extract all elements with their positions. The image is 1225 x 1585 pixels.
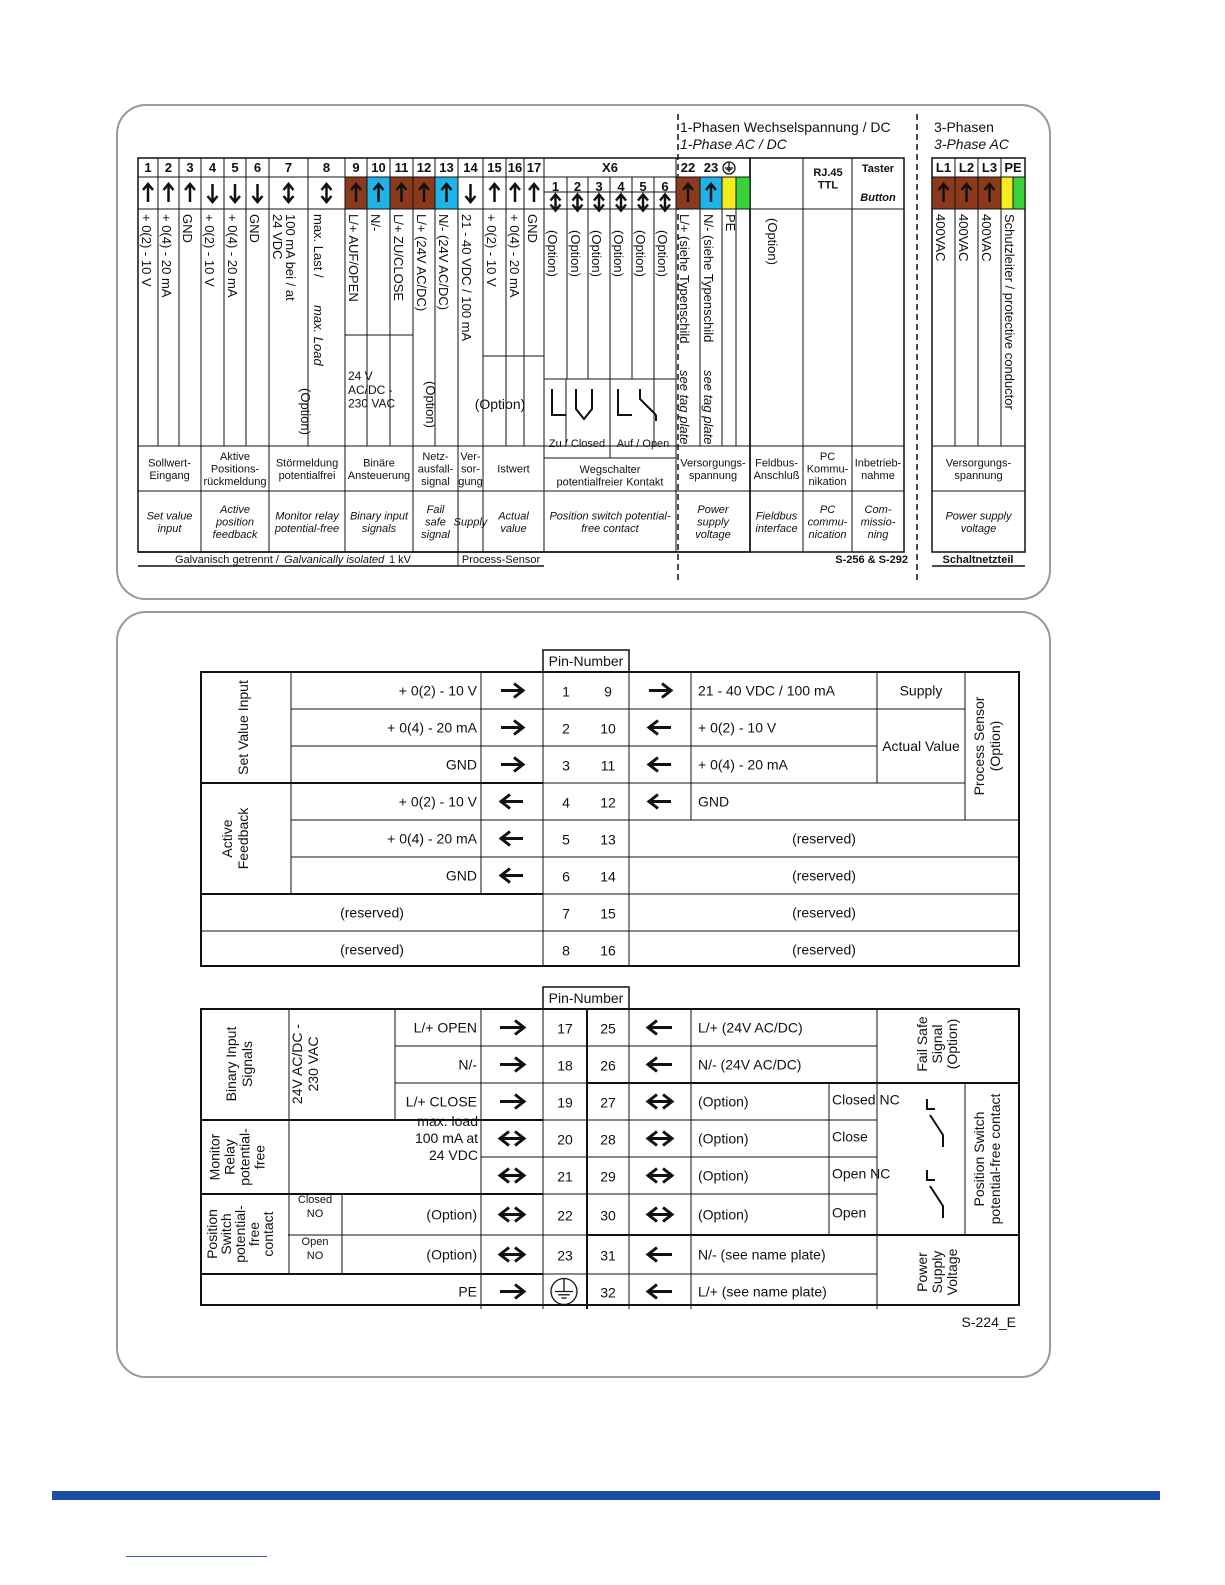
arrow-left-icon bbox=[501, 795, 523, 809]
x6-number: 1 bbox=[551, 179, 560, 194]
pin-number: 28 bbox=[600, 1131, 616, 1148]
arrow-right-icon bbox=[500, 1021, 524, 1035]
pin-number: 1 bbox=[562, 683, 570, 700]
left-signal-label: L/+ CLOSE bbox=[405, 1093, 477, 1110]
arrow-down-icon bbox=[253, 184, 263, 202]
vtext-pin10: N/- bbox=[368, 214, 383, 232]
desc-de-label: Sollwert-Eingang bbox=[148, 457, 191, 482]
diagram-code-bottom: S-224_E bbox=[961, 1314, 1016, 1330]
pin-number: 23 bbox=[557, 1247, 573, 1264]
right-reserved-label: (reserved) bbox=[792, 941, 856, 958]
pin-number: 17 bbox=[557, 1020, 573, 1037]
pin-number: 11 bbox=[600, 757, 616, 774]
vtext-pin12-13-option: (Option) bbox=[423, 381, 438, 428]
rj45-label: RJ.45 TTL bbox=[813, 167, 843, 192]
pin-number: 31 bbox=[600, 1247, 616, 1264]
right-reserved-label: (reserved) bbox=[792, 830, 856, 847]
pin-number: 2 bbox=[562, 720, 570, 737]
fail-safe-label: Fail SafeSignal(Option) bbox=[914, 1016, 960, 1072]
process-option-text: (Option) bbox=[474, 396, 526, 412]
left-reserved-label: (reserved) bbox=[340, 941, 404, 958]
right-signal-label: + 0(2) - 10 V bbox=[698, 719, 777, 736]
desc-de-label: Aktive Positions-rückmeldung bbox=[203, 451, 267, 488]
arrow-updown-icon bbox=[616, 195, 626, 211]
left-signal-label: N/- bbox=[458, 1056, 477, 1073]
terminal-number: 4 bbox=[208, 160, 217, 175]
pin-number: 5 bbox=[562, 831, 570, 848]
arrow-right-icon bbox=[501, 758, 523, 772]
open-no-label: Open NO bbox=[301, 1236, 329, 1262]
terminal-number: 14 bbox=[463, 160, 478, 175]
contact-auf-label: Auf / Open bbox=[616, 438, 670, 450]
supply-label: Supply bbox=[899, 682, 943, 699]
arrow-left-icon bbox=[501, 832, 523, 846]
arrow-updown-icon bbox=[660, 195, 670, 211]
arrow-up-icon bbox=[510, 184, 520, 202]
pin-number: 21 bbox=[557, 1168, 573, 1185]
vtext-pin3: GND bbox=[180, 214, 195, 243]
pin-number: 26 bbox=[600, 1057, 616, 1074]
desc-en-label: Monitor relay potential-free bbox=[274, 510, 340, 535]
vtext-pe: PE bbox=[723, 214, 738, 232]
zone-1phase-de: 1-Phasen Wechselspannung / DC bbox=[680, 119, 891, 135]
left-signal-label: + 0(2) - 10 V bbox=[398, 682, 477, 699]
terminal-number: 1 bbox=[144, 160, 152, 175]
pin-number: 14 bbox=[600, 868, 616, 885]
arrow-left-icon bbox=[648, 1285, 672, 1299]
group-position-switch: PositionSwitchpotential-freecontact bbox=[204, 1205, 276, 1263]
top-terminal-panel bbox=[116, 104, 1051, 600]
arrow-down-icon bbox=[208, 184, 218, 202]
desc-de-label: Netz-ausfall-signal bbox=[417, 451, 454, 488]
desc-de-label: Binäre Ansteuerung bbox=[347, 457, 411, 482]
arrow-both-icon bbox=[648, 1132, 672, 1146]
contact-stroke bbox=[930, 1115, 943, 1147]
left-reserved-label: (reserved) bbox=[340, 904, 404, 921]
vtext-pin2: + 0(4) - 20 mA bbox=[159, 214, 174, 298]
left-signal-label: + 0(2) - 10 V bbox=[398, 793, 477, 810]
right-signal-label: L/+ (see name plate) bbox=[698, 1283, 827, 1300]
arrow-right-icon bbox=[500, 1285, 524, 1299]
vtext-pin8b: max. Load bbox=[311, 305, 326, 366]
footer-process-sensor: Process-Sensor bbox=[461, 554, 541, 566]
pe-earth-icon bbox=[723, 162, 735, 174]
left-signal-label: (Option) bbox=[426, 1246, 477, 1263]
x6-number: 3 bbox=[595, 179, 603, 194]
arrow-up-icon bbox=[529, 184, 539, 202]
arrow-updown-icon bbox=[284, 184, 294, 202]
top-terminal-diagram bbox=[118, 106, 1049, 598]
left-signal-label: + 0(4) - 20 mA bbox=[387, 830, 477, 847]
contact-stroke bbox=[930, 1186, 943, 1218]
pin-number: 29 bbox=[600, 1168, 616, 1185]
contact-stroke bbox=[552, 389, 566, 415]
arrow-both-icon bbox=[500, 1132, 524, 1146]
terminal-number: 5 bbox=[231, 160, 239, 175]
contact-tag-label: Open NC bbox=[832, 1165, 891, 1182]
footer-psu: Schaltnetzteil bbox=[942, 554, 1014, 566]
desc-de-label: Ver-sor-gung bbox=[458, 451, 483, 488]
terminal-number: 15 bbox=[487, 160, 502, 175]
pin-number: 6 bbox=[562, 868, 570, 885]
vtext-pin13: N/- (24V AC/DC) bbox=[436, 214, 451, 311]
pin-number: 12 bbox=[600, 794, 616, 811]
footer-galv-de: Galvanisch getrennt / bbox=[175, 554, 279, 566]
arrow-left-icon bbox=[649, 758, 671, 772]
vtext-400vac: 400VAC bbox=[933, 214, 948, 262]
footer-blue-bar bbox=[52, 1491, 1160, 1500]
binary-voltage-label: 24V AC/DC -230 VAC bbox=[289, 1023, 321, 1105]
table1-frame bbox=[201, 672, 1019, 966]
desc-de-label: Störmeldung potentialfrei bbox=[275, 457, 339, 482]
arrow-up-icon bbox=[490, 184, 500, 202]
footer-galv-kv: 1 kV bbox=[389, 554, 412, 566]
x6-number: 5 bbox=[639, 179, 647, 194]
vtext-pin5: + 0(4) - 20 mA bbox=[225, 214, 240, 298]
arrow-left-icon bbox=[648, 1021, 672, 1035]
right-signal-label: + 0(4) - 20 mA bbox=[698, 756, 788, 773]
nc-contact-icon-2 bbox=[927, 1170, 943, 1218]
closed-no-label: Closed NO bbox=[297, 1194, 333, 1220]
arrow-left-icon bbox=[501, 869, 523, 883]
arrow-both-icon bbox=[648, 1169, 672, 1183]
pin-number: 10 bbox=[600, 720, 616, 737]
vtext-pin14: 21 - 40 VDC / 100 mA bbox=[459, 214, 474, 342]
left-signal-label: GND bbox=[445, 756, 477, 773]
desc-en-label: Power supply voltage bbox=[695, 504, 731, 541]
group-binary-input: Binary InputSignals bbox=[223, 1026, 255, 1102]
vtext-pin1: + 0(2) - 10 V bbox=[139, 214, 154, 287]
x6-header: X6 bbox=[602, 160, 618, 175]
actual-value-label: Actual Value bbox=[882, 738, 960, 754]
contact-stroke bbox=[618, 389, 632, 415]
pin-number: 27 bbox=[600, 1094, 616, 1111]
arrow-up-icon bbox=[185, 184, 195, 202]
pin-number: 4 bbox=[562, 794, 570, 811]
desc-de-label: PC Kommu-nikation bbox=[806, 451, 849, 488]
arrow-left-icon bbox=[649, 795, 671, 809]
vtext-x6-option: (Option) bbox=[611, 230, 626, 277]
arrow-right-icon bbox=[501, 721, 523, 735]
vtext-pin4: + 0(2) - 10 V bbox=[202, 214, 217, 287]
desc-de-label: Inbetrieb-nahme bbox=[854, 457, 902, 482]
desc-en-label: Fieldbus interface bbox=[755, 510, 798, 535]
arrow-up-icon bbox=[164, 184, 174, 202]
x6-number: 2 bbox=[573, 179, 582, 194]
terminal-number: 13 bbox=[439, 160, 454, 175]
contact-stroke bbox=[927, 1170, 935, 1180]
right-signal-label: GND bbox=[698, 793, 730, 810]
group-monitor-relay: MonitorRelaypotential-free bbox=[206, 1128, 268, 1186]
desc-en-label: Position switch potential-free contact bbox=[549, 510, 671, 535]
right-signal-label: N/- (see name plate) bbox=[698, 1246, 826, 1263]
arrow-up-icon bbox=[143, 184, 153, 202]
pe-earth-icon bbox=[551, 1279, 577, 1305]
vtext-pin9: L/+ AUF/OPEN bbox=[346, 214, 361, 302]
vtext-pin22a: L/+ (siehe Typenschild bbox=[677, 214, 692, 344]
right-signal-label: (Option) bbox=[698, 1206, 749, 1223]
contact-zu-label: Zu / Closed bbox=[548, 438, 606, 450]
right-signal-label: (Option) bbox=[698, 1093, 749, 1110]
arrow-both-icon bbox=[500, 1248, 524, 1262]
desc-en-label: Com-missio-ning bbox=[860, 504, 896, 541]
pin-number: 16 bbox=[600, 942, 616, 959]
bottom-pin-panel bbox=[116, 611, 1051, 1378]
terminal-number: 3 bbox=[186, 160, 194, 175]
arrow-left-icon bbox=[649, 721, 671, 735]
arrow-right-icon bbox=[500, 1095, 524, 1109]
terminal-number: 10 bbox=[371, 160, 386, 175]
left-signal-label: + 0(4) - 20 mA bbox=[387, 719, 477, 736]
desc-en-label: PC commu-nication bbox=[807, 504, 848, 541]
contact-open-icon bbox=[618, 389, 656, 421]
vtext-pin7-option: (Option) bbox=[298, 388, 313, 435]
right-signal-label: N/- (24V AC/DC) bbox=[698, 1056, 802, 1073]
arrow-right-icon bbox=[649, 684, 671, 698]
pin-number-diagram bbox=[118, 613, 1049, 1376]
arrow-both-icon bbox=[500, 1169, 524, 1183]
vtext-400vac: 400VAC bbox=[979, 214, 994, 262]
footer-galv-en: Galvanically isolated bbox=[284, 554, 385, 566]
arrow-both-icon bbox=[500, 1208, 524, 1222]
arrow-updown-icon bbox=[594, 195, 604, 211]
desc-en-label: Binary input signals bbox=[349, 510, 409, 535]
x6-number: 4 bbox=[617, 179, 625, 194]
color-wire-cell bbox=[1001, 177, 1013, 209]
phase-number: L2 bbox=[958, 160, 975, 175]
desc-en-label: Supply bbox=[453, 516, 488, 529]
arrow-updown-icon bbox=[638, 195, 648, 211]
vtext-pin23b: see tag plate bbox=[701, 370, 716, 445]
terminal-number-23: 23 bbox=[703, 160, 719, 175]
desc-en-label: Actual value bbox=[498, 510, 529, 535]
vtext-x6-option: (Option) bbox=[589, 230, 604, 277]
vtext-x6-option: (Option) bbox=[633, 230, 648, 277]
vtext-pin7a: 100 mA bei / at bbox=[283, 214, 298, 301]
arrow-down-icon bbox=[230, 184, 240, 202]
terminal-number: 9 bbox=[352, 160, 360, 175]
x6-number: 6 bbox=[661, 179, 669, 194]
left-signal-label: L/+ OPEN bbox=[413, 1019, 477, 1036]
vtext-pin8a: max. Last / bbox=[311, 214, 326, 278]
pin-number: 9 bbox=[604, 683, 612, 700]
vtext-protective-conductor: Schutzleiter / protective conductor bbox=[1002, 214, 1017, 410]
pin-number: 3 bbox=[562, 757, 570, 774]
pin-number: 18 bbox=[557, 1057, 573, 1074]
desc-en-label: Active position feedback bbox=[212, 504, 258, 541]
phase-number: PE bbox=[1004, 160, 1022, 175]
left-signal-label: PE bbox=[458, 1283, 477, 1300]
contact-closed-icon bbox=[552, 389, 592, 419]
nc-contact-icon-1 bbox=[927, 1099, 943, 1147]
arrow-updown-icon bbox=[322, 184, 332, 202]
pin-number: 30 bbox=[600, 1207, 616, 1224]
vtext-pin23a: N/- (siehe Typenschild bbox=[701, 214, 716, 343]
monitor-load-text: max. load 100 mA at 24 VDC bbox=[414, 1113, 478, 1163]
right-signal-label: L/+ (24V AC/DC) bbox=[698, 1019, 803, 1036]
terminal-number: 11 bbox=[394, 160, 409, 175]
arrow-updown-icon bbox=[551, 195, 561, 211]
arrow-down-icon bbox=[466, 184, 476, 202]
pin-number: 20 bbox=[557, 1131, 573, 1148]
color-wire-cell bbox=[736, 177, 750, 209]
desc-de-label: Wegschalter potentialfreier Kontakt bbox=[556, 463, 664, 489]
footer-link-underline[interactable] bbox=[126, 1556, 267, 1557]
contact-stroke bbox=[927, 1099, 935, 1109]
pin-number: 32 bbox=[600, 1284, 616, 1301]
desc-en-label: Fail safe signal bbox=[421, 504, 450, 541]
position-switch-right-label: Position Switchpotential-free contact bbox=[971, 1093, 1003, 1225]
vtext-pin7b: 24 VDC bbox=[270, 214, 285, 260]
phase-number: L1 bbox=[935, 160, 952, 175]
desc-en-label: Power supply voltage bbox=[945, 510, 1012, 535]
vtext-pin17: GND bbox=[525, 214, 540, 243]
pin-number: 8 bbox=[562, 942, 570, 959]
desc-de-label: Versorgungs-spannung bbox=[945, 457, 1012, 482]
vtext-pin6: GND bbox=[247, 214, 262, 243]
terminal-number: 2 bbox=[164, 160, 173, 175]
arrow-left-icon bbox=[648, 1248, 672, 1262]
vtext-fieldbus-option: (Option) bbox=[765, 218, 780, 265]
arrow-both-icon bbox=[648, 1208, 672, 1222]
color-wire-cell bbox=[722, 177, 736, 209]
binary-voltage-text: 24 V AC/DC -230 VAC bbox=[348, 369, 396, 411]
terminal-number: 7 bbox=[284, 160, 293, 175]
arrow-updown-icon bbox=[573, 195, 583, 211]
zone-3phase-de: 3-Phasen bbox=[934, 119, 994, 135]
vtext-pin12: L/+ (24V AC/DC) bbox=[414, 214, 429, 312]
phase-number: L3 bbox=[981, 160, 998, 175]
taster-de: Taster bbox=[861, 163, 895, 175]
terminal-number: 12 bbox=[416, 160, 432, 175]
vtext-x6-option: (Option) bbox=[655, 230, 670, 277]
right-reserved-label: (reserved) bbox=[792, 867, 856, 884]
pin-number: 19 bbox=[557, 1094, 573, 1111]
pin-number: 7 bbox=[562, 905, 570, 922]
contact-tag-label: Open bbox=[832, 1204, 867, 1221]
arrow-right-icon bbox=[501, 684, 523, 698]
vtext-x6-option: (Option) bbox=[545, 230, 560, 277]
vtext-pin11: L/+ ZU/CLOSE bbox=[391, 214, 406, 302]
color-wire-cell bbox=[1013, 177, 1025, 209]
terminal-number-22: 22 bbox=[680, 160, 696, 175]
process-sensor-label: Process Sensor(Option) bbox=[971, 696, 1003, 796]
vtext-pin15: + 0(2) - 10 V bbox=[484, 214, 499, 287]
contact-tag-label: Close bbox=[832, 1128, 868, 1145]
arrow-both-icon bbox=[648, 1095, 672, 1109]
contact-stroke bbox=[576, 389, 592, 419]
desc-de-label: Feldbus-Anschluß bbox=[753, 457, 800, 482]
right-signal-label: (Option) bbox=[698, 1130, 749, 1147]
right-signal-label: (Option) bbox=[698, 1167, 749, 1184]
desc-en-label: Set value input bbox=[146, 510, 193, 535]
pin-number: 22 bbox=[557, 1207, 573, 1224]
left-signal-label: GND bbox=[445, 867, 477, 884]
vtext-pin22b: see tag plate bbox=[677, 370, 692, 445]
vtext-x6-option: (Option) bbox=[568, 230, 583, 277]
right-reserved-label: (reserved) bbox=[792, 904, 856, 921]
pin-number: 25 bbox=[600, 1020, 616, 1037]
arrow-right-icon bbox=[500, 1058, 524, 1072]
pin-number-label-2: Pin-Number bbox=[548, 990, 624, 1006]
right-signal-label: 21 - 40 VDC / 100 mA bbox=[698, 682, 835, 699]
terminal-number: 6 bbox=[253, 160, 262, 175]
taster-en: Button bbox=[860, 192, 896, 204]
pin-number: 15 bbox=[600, 905, 616, 922]
terminal-number: 16 bbox=[507, 160, 523, 175]
terminal-number: 17 bbox=[526, 160, 542, 175]
desc-de-label: Versorgungs-spannung bbox=[680, 457, 746, 482]
vtext-400vac: 400VAC bbox=[956, 214, 971, 262]
zone-1phase-en: 1-Phase AC / DC bbox=[680, 136, 787, 152]
group-set-value-input: Set Value Input bbox=[235, 680, 251, 775]
group-active-feedback: ActiveFeedback bbox=[219, 807, 251, 870]
arrow-left-icon bbox=[648, 1058, 672, 1072]
desc-de-label: Istwert bbox=[497, 463, 530, 476]
diagram-code-top: S-256 & S-292 bbox=[835, 554, 908, 566]
contact-tag-label: Closed NC bbox=[832, 1091, 900, 1108]
pin-number: 13 bbox=[600, 831, 616, 848]
zone-3phase-en: 3-Phase AC bbox=[934, 136, 1009, 152]
left-signal-label: (Option) bbox=[426, 1206, 477, 1223]
terminal-number: 8 bbox=[322, 160, 331, 175]
power-supply-label: PowerSupplyVoltage bbox=[914, 1248, 960, 1296]
vtext-pin16: + 0(4) - 20 mA bbox=[507, 214, 522, 298]
pin-number-label-1: Pin-Number bbox=[548, 653, 624, 669]
